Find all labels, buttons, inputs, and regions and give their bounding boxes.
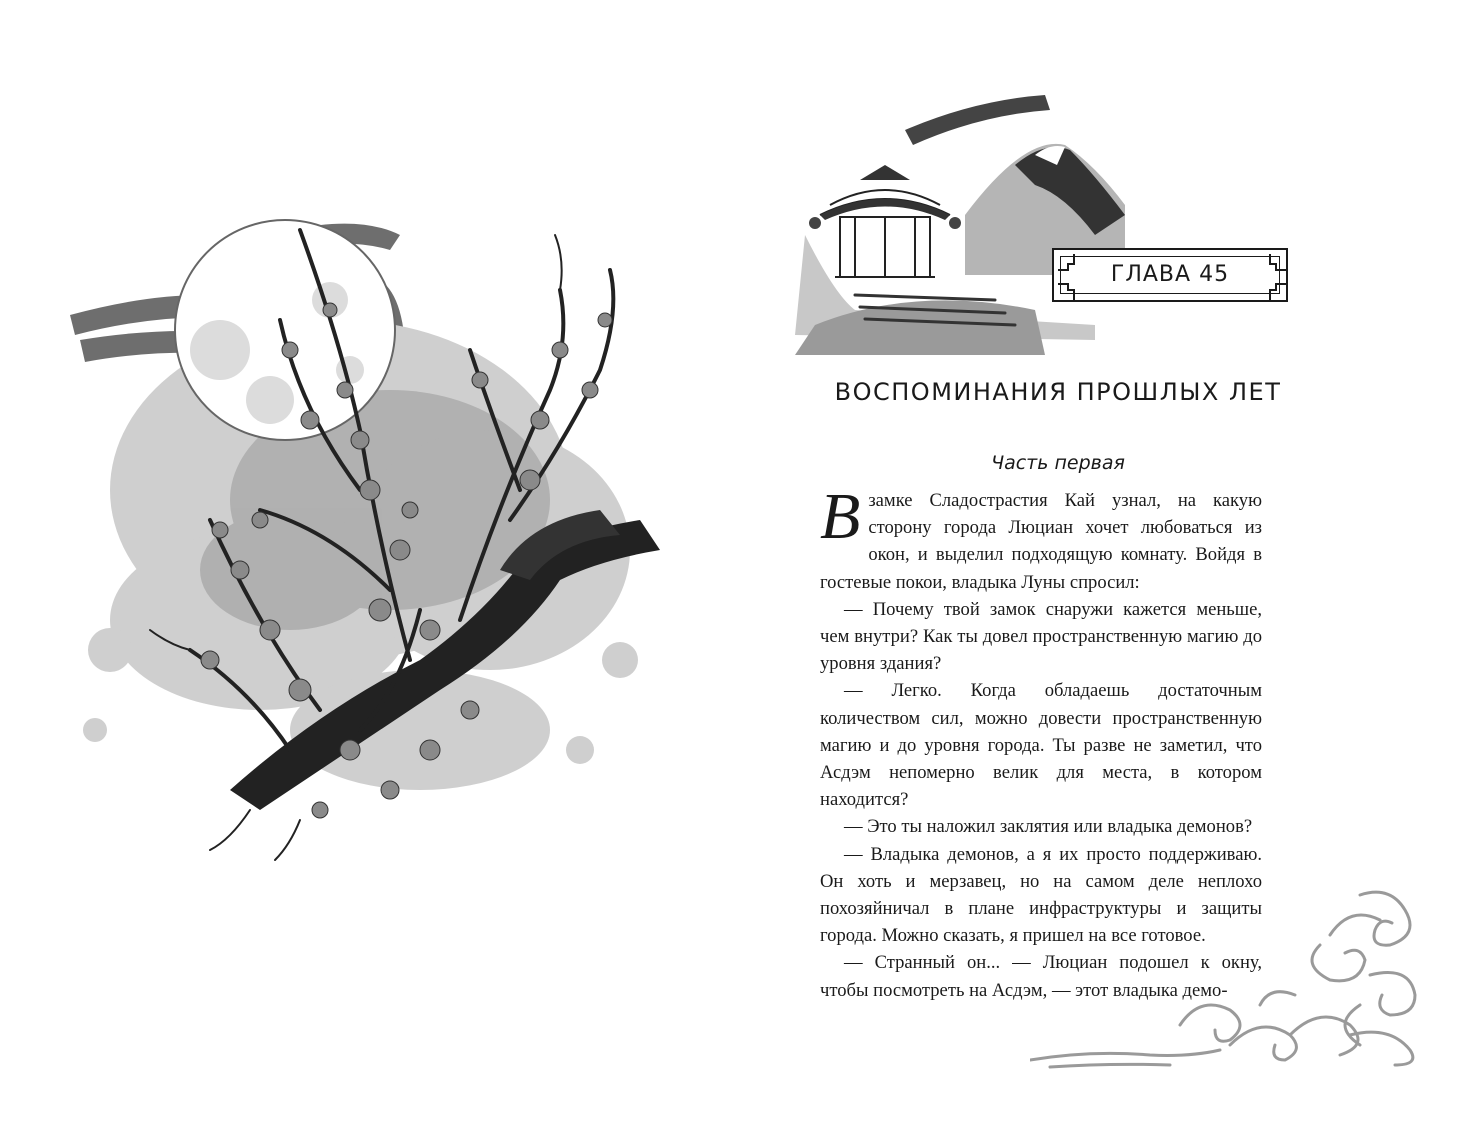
moon-plum-blossom-illustration	[60, 190, 720, 870]
pagoda-mountain-illustration	[795, 95, 1125, 355]
chapter-title: ВОСПОМИНАНИЯ ПРОШЛЫХ ЛЕТ	[834, 378, 1282, 406]
paragraph: — Владыка демонов, а я их просто поддерживаю. Он хоть и мерзавец, но на самом деле неплохо похозяйничал в плане инфраструктуры и защиты города. Можно сказать, я пришел на все готовое.	[820, 843, 1262, 947]
chapter-label-frame	[1052, 248, 1288, 302]
drop-cap: В	[820, 480, 861, 553]
swirling-clouds-illustration	[1030, 875, 1450, 1075]
paragraph: — Это ты наложил заклятия или владыка демонов?	[844, 816, 1253, 838]
paragraph: — Почему твой замок снаружи кажется меньше, чем внутри? Как ты довел пространственную магию до уровня здания?	[820, 598, 1262, 675]
paragraph: — Странный он... — Люциан подошел к окну, чтобы посмотреть на Асдэм, — этот владыка демо-	[820, 952, 1262, 1001]
chapter-number: ГЛАВА 45	[1110, 262, 1230, 287]
part-title: Часть первая	[991, 452, 1125, 474]
paragraph: — Легко. Когда обладаешь достаточным количеством сил, можно довести пространственную магию и до уровня города. Ты разве не заметил, что Асдэм непомерно велик для места, в котором находится?	[820, 680, 1262, 811]
paragraph: В замке Сладострастия Кай узнал, на какую сторону города Люциан хочет любоваться из окон, и выделил подходящую комнату. Войдя в гостевые покои, владыка Луны спросил:	[820, 480, 1262, 593]
